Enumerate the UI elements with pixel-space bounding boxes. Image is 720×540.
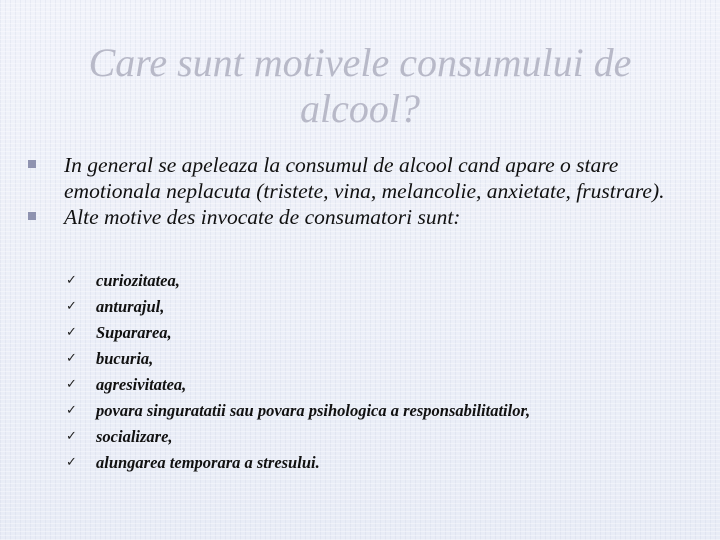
- sub-bullet-text: anturajul,: [96, 297, 165, 316]
- checkmark-icon: ✓: [66, 377, 77, 392]
- bullet-text: Alte motive des invocate de consumatori sunt:: [64, 205, 461, 229]
- sub-bullet-text: socializare,: [96, 427, 173, 446]
- sub-bullet-item: [66, 450, 686, 476]
- sub-bullet-item: [66, 398, 686, 424]
- slide-title: Care sunt motivele consumului de alcool?: [88, 40, 632, 131]
- sub-bullet-list: [66, 268, 686, 476]
- sub-bullet-text: curiozitatea,: [96, 271, 180, 290]
- bullet-item: [28, 204, 698, 230]
- sub-bullet-text: bucuria,: [96, 349, 154, 368]
- sub-bullet-item: [66, 424, 686, 450]
- sub-bullet-text: agresivitatea,: [96, 375, 187, 394]
- checkmark-icon: ✓: [66, 325, 77, 340]
- sub-bullet-text: Supararea,: [96, 323, 172, 342]
- checkmark-icon: ✓: [66, 429, 77, 444]
- main-bullet-list: [28, 152, 698, 230]
- sub-bullet-item: [66, 346, 686, 372]
- bullet-item: [28, 152, 698, 204]
- sub-bullet-text: povara singuratatii sau povara psihologica a responsabilitatilor,: [96, 401, 531, 420]
- checkmark-icon: ✓: [66, 273, 77, 288]
- bullet-text: In general se apeleaza la consumul de alcool cand apare o stare emotionala neplacuta (tristete, vina, melancolie, anxietate, frustrare).: [64, 153, 665, 203]
- sub-bullet-item: [66, 372, 686, 398]
- square-bullet-icon: [28, 212, 36, 220]
- sub-bullet-item: [66, 294, 686, 320]
- square-bullet-icon: [28, 160, 36, 168]
- sub-bullet-item: [66, 268, 686, 294]
- sub-bullet-text: alungarea temporara a stresului.: [96, 453, 320, 472]
- checkmark-icon: ✓: [66, 455, 77, 470]
- checkmark-icon: ✓: [66, 351, 77, 366]
- checkmark-icon: ✓: [66, 299, 77, 314]
- checkmark-icon: ✓: [66, 403, 77, 418]
- sub-bullet-item: [66, 320, 686, 346]
